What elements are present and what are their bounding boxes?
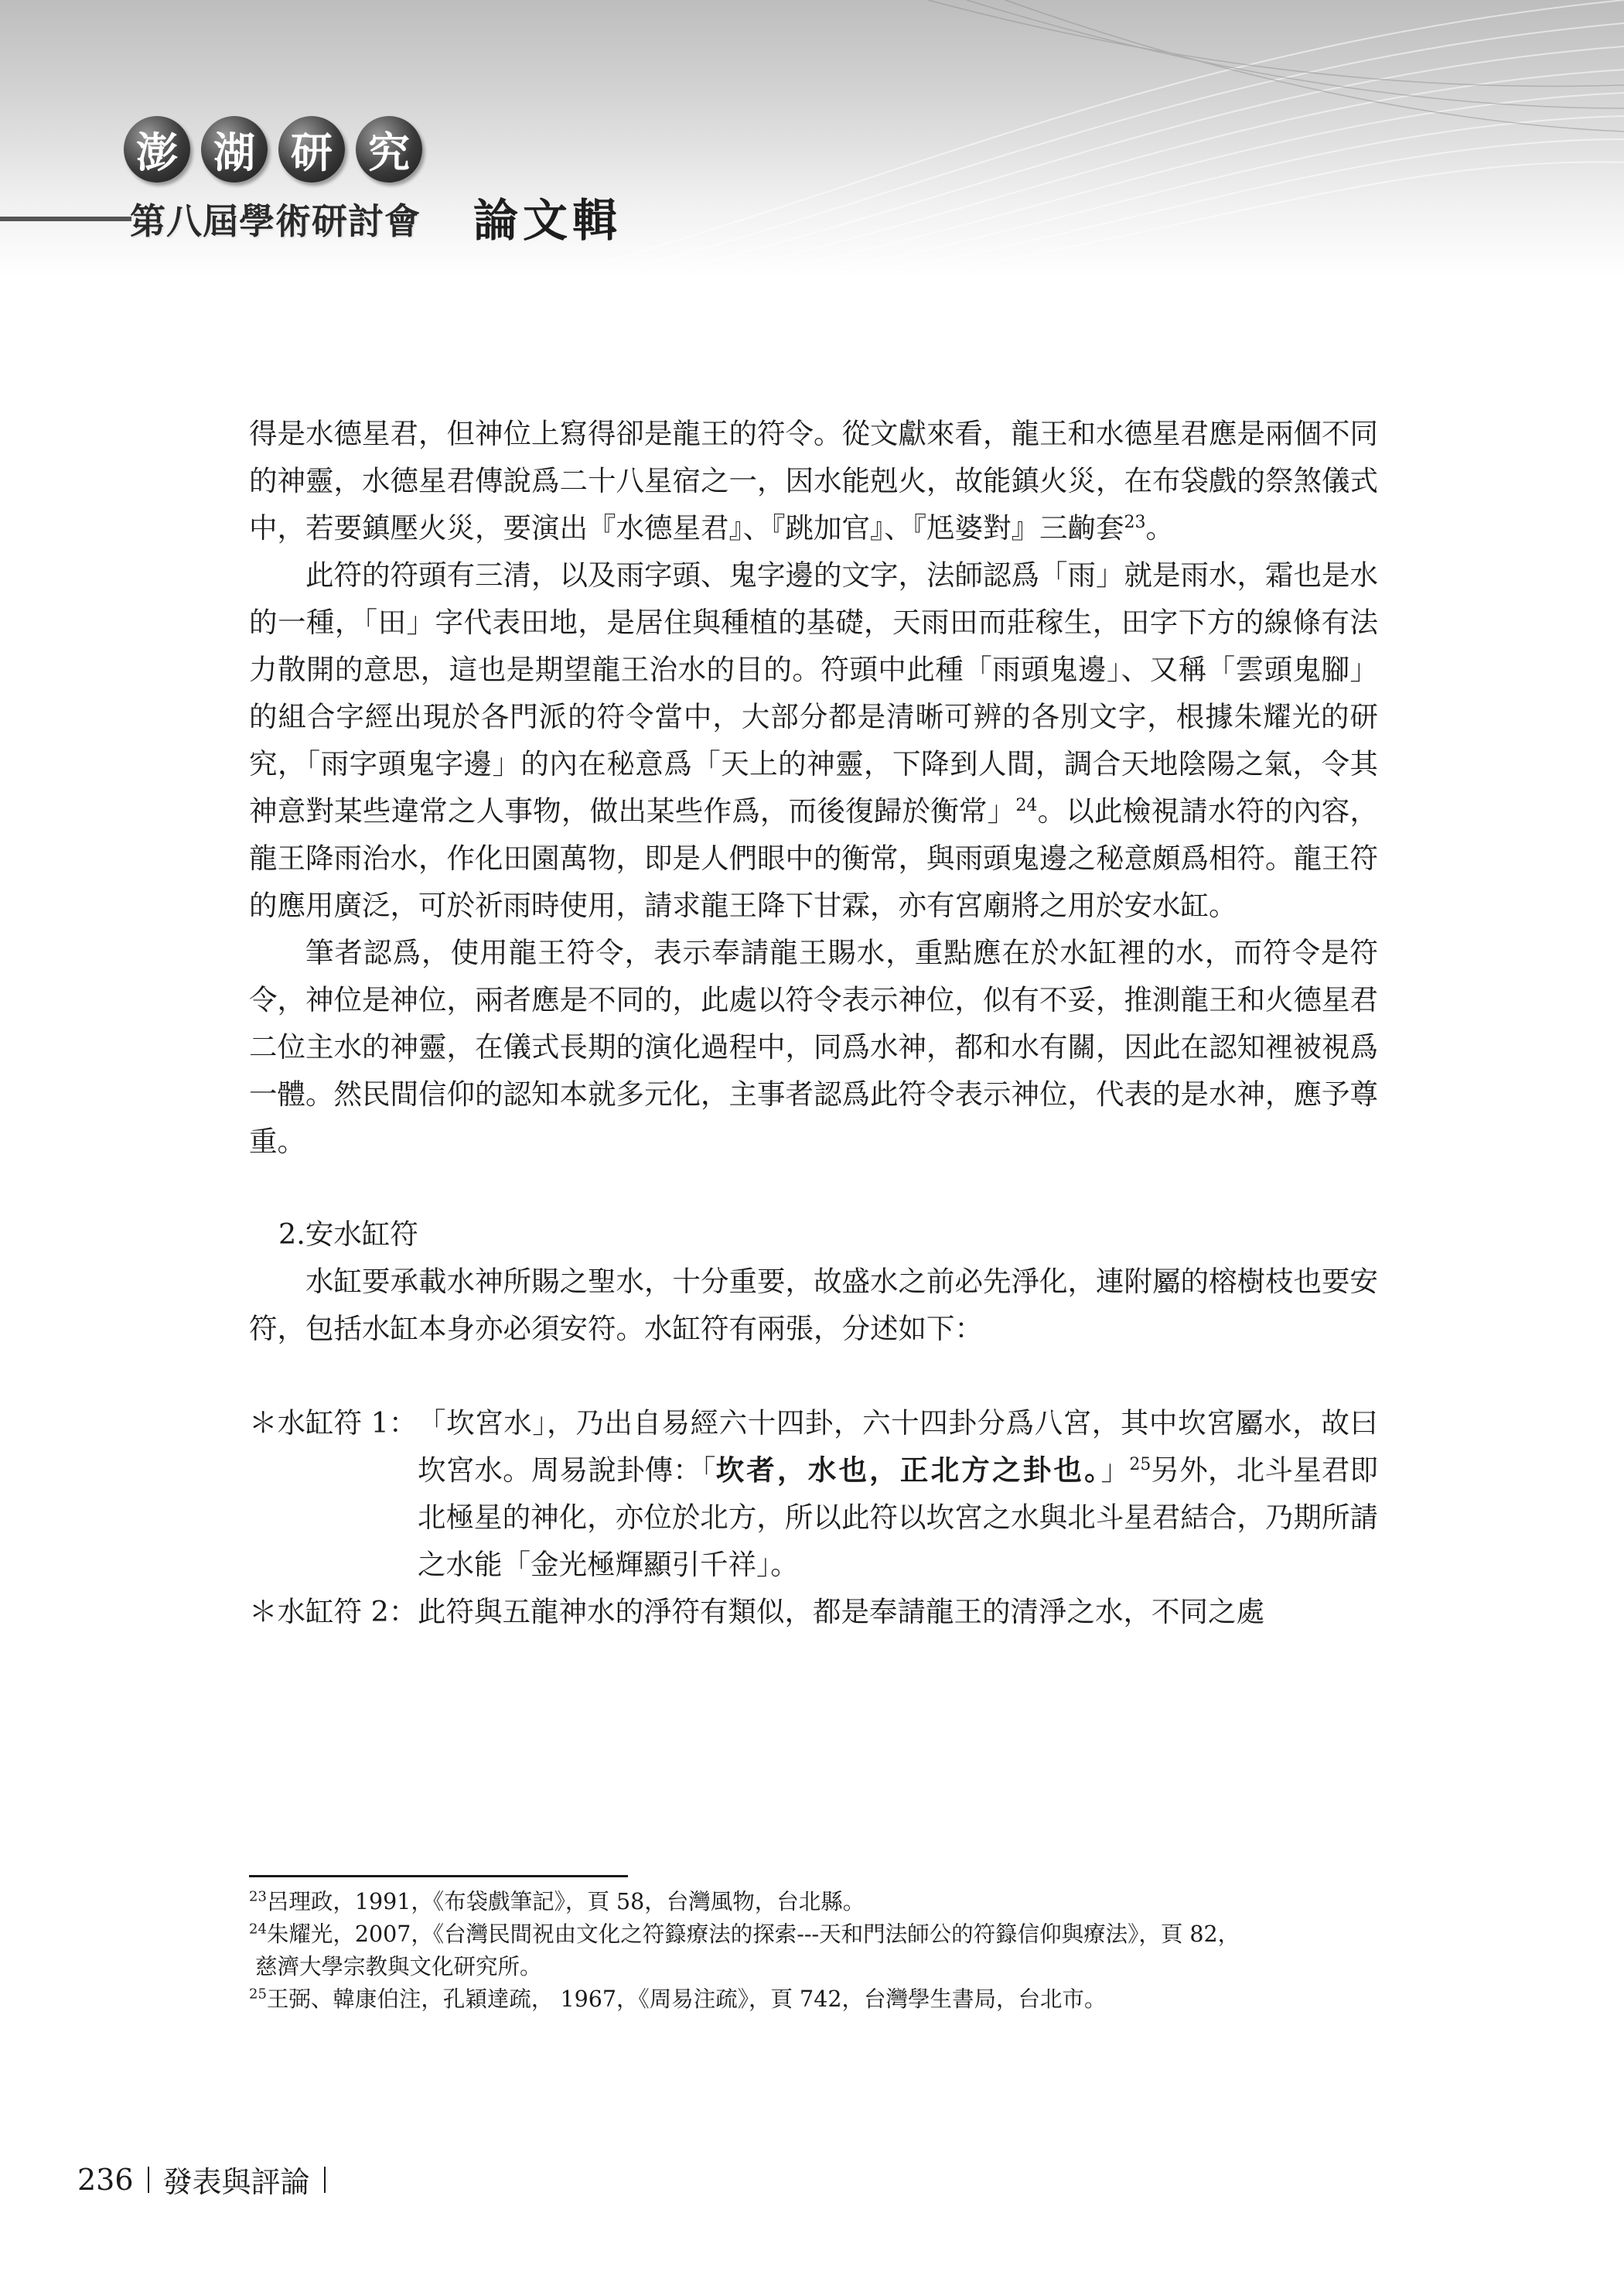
entry-text — [418, 1406, 1378, 1581]
footnote-text: 王弼、韓康伯注，孔穎達疏， 1967，《周易注疏》，頁 742，台灣學生書局，台北市。 — [266, 1986, 1107, 2012]
footnote-ref: 24 — [1015, 795, 1038, 815]
entry-text-part: 另外，北斗星君即北極星的神化，亦位於北方，所以此符以坎宮之水與北斗星君結合，乃期所請之水能「金光極輝顯引千祥」。 — [418, 1453, 1379, 1581]
paragraph: 水缸要承載水神所賜之聖水，十分重要，故盛水之前必先淨化，連附屬的榕樹枝也要安符，包括水缸本身亦必須安符。水缸符有兩張，分述如下： — [249, 1265, 1378, 1345]
entry-text-part: 」 — [1100, 1453, 1130, 1487]
spacer — [249, 1352, 1378, 1399]
header-banner — [0, 0, 1624, 278]
footer-section: 發表與評論 — [162, 2165, 310, 2199]
list-item — [249, 1399, 1378, 1588]
page-number: 236 — [77, 2162, 134, 2197]
footnote — [249, 1983, 1378, 2016]
main-body — [249, 410, 1378, 1635]
footer-divider — [148, 2167, 149, 2193]
paragraph-text: 。 — [1145, 511, 1174, 545]
footnote-ref: 23 — [1124, 512, 1146, 532]
conference-subtitle: 第八屆學術研討會 — [130, 200, 421, 242]
series-title-char: 湖 — [201, 116, 268, 183]
paragraph — [249, 552, 1378, 929]
paragraph-text: 得是水德星君，但神位上寫得卻是龍王的符令。從文獻來看，龍王和水德星君應是兩個不同的神靈，水德星君傳說爲二十八星宿之一，因水能剋火，故能鎮火災，在布袋戲的祭煞儀式中，若要鎮壓火災，要演出『水德星君』、『跳加官』、『尪婆對』三齣套 — [249, 417, 1378, 545]
paragraph: 筆者認爲，使用龍王符令，表示奉請龍王賜水，重點應在於水缸裡的水，而符令是符令，神位是神位，兩者應是不同的，此處以符令表示神位，似有不妥，推測龍王和火德星君二位主水的神靈，在儀式長期的演化過程中，同爲水神，都和水有關，因此在認知裡被視爲一體。然民間信仰的認知本就多元化，主事者認爲此符令表示神位，代表的是水神，應予尊重。 — [249, 936, 1378, 1158]
footnote — [249, 1918, 1378, 1951]
entry-text: 此符與五龍神水的淨符有類似，都是奉請龍王的清淨之水，不同之處 — [418, 1595, 1264, 1628]
footnote-number: 24 — [249, 1921, 267, 1938]
list-item — [249, 1588, 1378, 1635]
series-title-char: 究 — [356, 116, 422, 183]
footnotes — [249, 1886, 1378, 2016]
footnote-divider — [249, 1875, 628, 1877]
entry-text-part: 「坎宮水」，乃出自易經六十四卦，六十四卦分爲八宮，其中坎宮屬水，故曰坎宮水。周易說卦傳：「 — [418, 1406, 1378, 1487]
entry-label: ＊水缸符 2： — [249, 1595, 418, 1628]
quoted-text: 坎者，水也，正北方之卦也。 — [715, 1453, 1101, 1487]
series-title — [124, 116, 422, 183]
paragraph — [249, 410, 1378, 552]
paragraph-text: 。以此檢視請水符的內容，龍王降雨治水，作化田園萬物，即是人們眼中的衡常，與雨頭鬼邊之秘意頗爲相符。龍王符的應用廣泛，可於祈雨時使用，請求龍王降下甘霖，亦有宮廟將之用於安水缸。 — [249, 794, 1379, 922]
section-heading: 2.安水缸符 — [278, 1218, 418, 1251]
footnote-ref: 25 — [1129, 1454, 1151, 1474]
header-rule — [0, 217, 131, 221]
series-title-char: 澎 — [124, 116, 190, 183]
entry-label: ＊水缸符 1： — [249, 1406, 418, 1440]
series-title-char: 研 — [278, 116, 345, 183]
page-footer — [77, 2158, 339, 2201]
paragraph-text: 此符的符頭有三清，以及雨字頭、鬼字邊的文字，法師認爲「雨」就是雨水，霜也是水的一種，「田」字代表田地，是居住與種植的基礎，天雨田而莊稼生，田字下方的線條有法力散開的意思，這也是期望龍王治水的目的。符頭中此種「雨頭鬼邊」、又稱「雲頭鬼腳」的組合字經出現於各門派的符令當中，大部分都是清晰可辨的各別文字，根據朱耀光的研究，「雨字頭鬼字邊」的內在秘意爲「天上的神靈，下降到人間，調合天地陰陽之氣，令其神意對某些違常之人事物，做出某些作爲，而後復歸於衡常」 — [249, 558, 1378, 828]
footnote — [249, 1886, 1378, 1918]
footnote-text: 呂理政，1991，《布袋戲筆記》，頁 58，台灣風物，台北縣。 — [266, 1889, 865, 1914]
collection-title: 論文輯 — [473, 194, 623, 247]
footnote-number: 23 — [249, 1888, 267, 1905]
footnote-text: 朱耀光，2007，《台灣民間祝由文化之符籙療法的探索---天和門法師公的符籙信仰與療法》，頁 82， — [266, 1921, 1240, 1947]
footer-divider — [324, 2167, 326, 2193]
footnote-number: 25 — [249, 1986, 267, 2003]
footnote-continuation: 慈濟大學宗教與文化研究所。 — [255, 1954, 542, 1979]
